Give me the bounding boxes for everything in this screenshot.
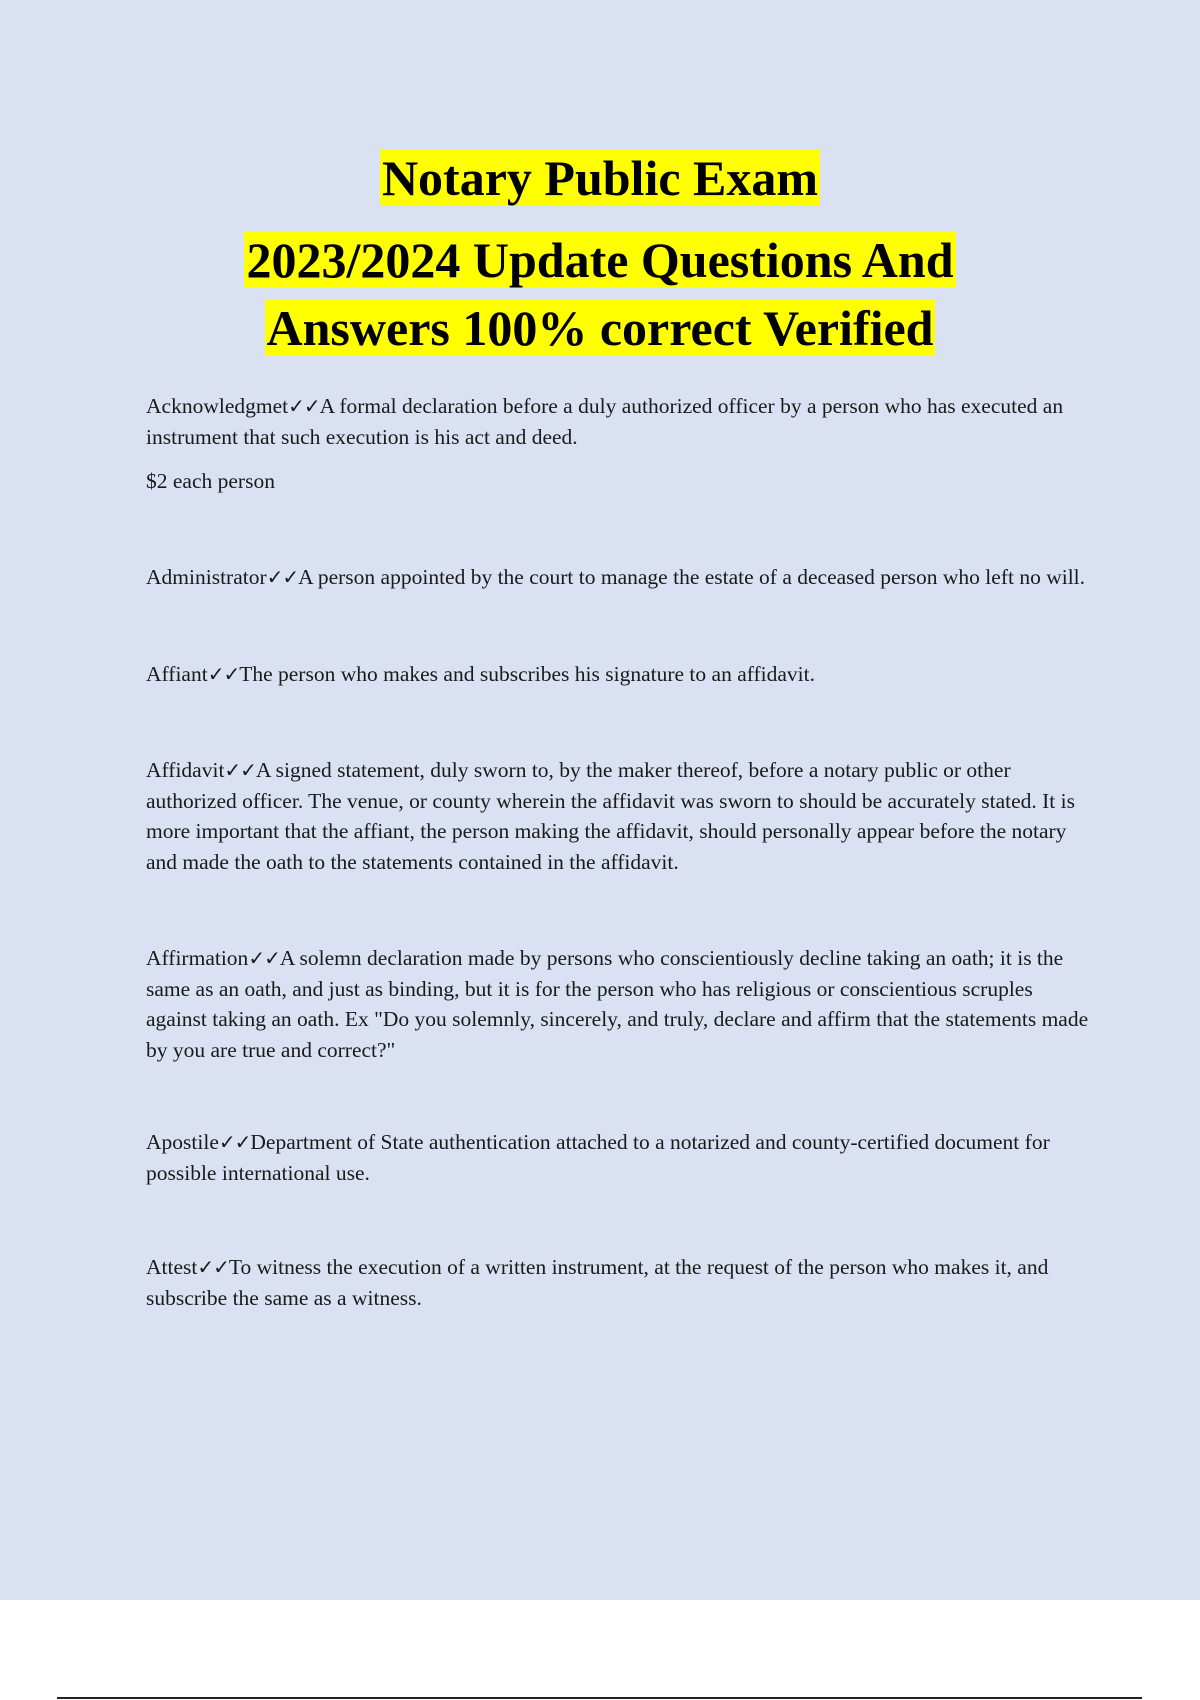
glossary-entry-affiant xyxy=(146,659,1096,690)
entry-definition: A person appointed by the court to manage the estate of a deceased person who left no will. xyxy=(298,565,1086,589)
entry-term: Affirmation xyxy=(146,946,249,970)
document-title xyxy=(0,148,1200,362)
entry-definition: A signed statement, duly sworn to, by the maker thereof, before a notary public or other authorized officer. The venue, or county wherein the affidavit was sworn to should be accurately stated. It is more important that the affiant, the person making the affidavit, should personally appear before the notary and made the oath to the statements contained in the affidavit. xyxy=(146,758,1075,874)
entry-definition: A solemn declaration made by persons who conscientiously decline taking an oath; it is the same as an oath, and just as binding, but it is for the person who has religious or conscientious scruples against taking an oath. Ex "Do you solemnly, sincerely, and truly, declare and affirm that the statements made by you are true and correct?" xyxy=(146,946,1089,1062)
glossary-entry-attest xyxy=(146,1252,1096,1313)
entry-term: Affidavit xyxy=(146,758,225,782)
title-line-1: Notary Public Exam xyxy=(381,150,819,206)
entry-term: Affiant xyxy=(146,661,208,686)
entry-definition: A formal declaration before a duly authorized officer by a person who has executed an instrument that such execution is his act and deed. xyxy=(146,394,1064,449)
entry-term: Acknowledgmet xyxy=(146,394,289,418)
double-check-icon: ✓✓ xyxy=(288,394,320,418)
entry-definition: To witness the execution of a written instrument, at the request of the person who makes it, and subscribe the same as a witness. xyxy=(146,1255,1049,1310)
entry-definition: Department of State authentication attached to a notarized and county-certified document for possible international use. xyxy=(146,1130,1050,1185)
entry-definition: The person who makes and subscribes his signature to an affidavit. xyxy=(239,661,816,686)
glossary-entry-administrator xyxy=(146,562,1096,593)
entry-fee-note: $2 each person xyxy=(146,469,275,493)
glossary-entry-acknowledgment xyxy=(146,391,1096,452)
entry-term: Apostile xyxy=(146,1130,219,1154)
glossary-entry-affidavit xyxy=(146,755,1096,877)
double-check-icon: ✓✓ xyxy=(197,1255,229,1279)
glossary-entry-affirmation xyxy=(146,943,1096,1065)
title-line-2: 2023/2024 Update Questions And Answers 100% correct Verified xyxy=(246,232,954,356)
double-check-icon: ✓✓ xyxy=(224,758,256,782)
glossary-entries xyxy=(146,391,1096,1313)
double-check-icon: ✓✓ xyxy=(248,946,280,970)
footer-divider xyxy=(57,1697,1142,1699)
double-check-icon: ✓✓ xyxy=(266,565,299,589)
entry-term: Attest xyxy=(146,1255,198,1279)
entry-term: Administrator xyxy=(146,565,267,589)
double-check-icon: ✓✓ xyxy=(218,1130,251,1154)
double-check-icon: ✓✓ xyxy=(207,661,240,686)
glossary-entry-apostile xyxy=(146,1127,1096,1188)
